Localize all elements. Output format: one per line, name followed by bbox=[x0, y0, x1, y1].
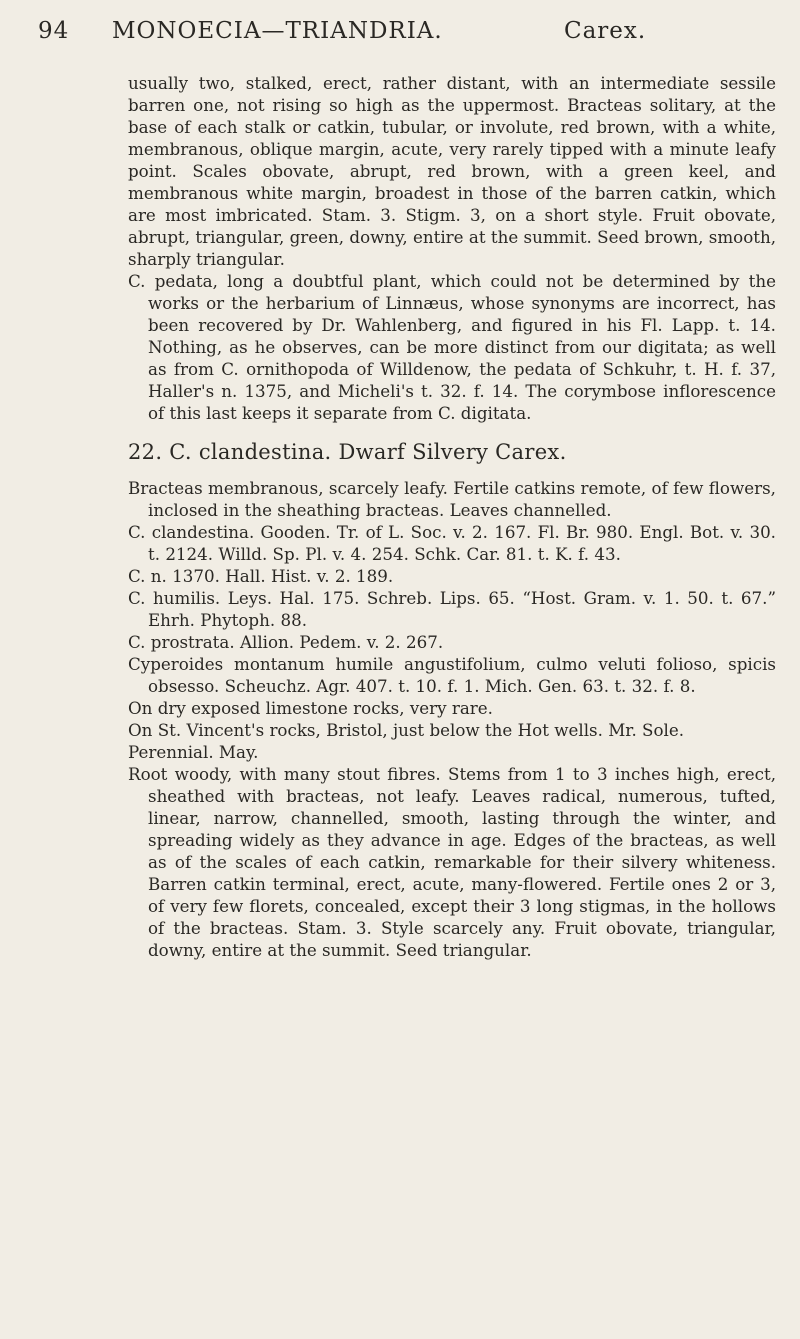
paragraph-p2: C. pedata, long a doubtful plant, which could not be determined by the works or the herbarium of Linnæus, whose synonyms are incorrect, has been recovered by Dr. Wahlenberg, and figured in his Fl. Lapp. t. 14. Nothing, as he observes, can be more distinct from our digitata; as well as from C. ornithopoda of Willdenow, the pedata of Schkuhr, t. H. f. 37, Haller's n. 1375, and Micheli's t. 32. f. 14. The corymbose inflorescence of this last keeps it separate from C. digitata. bbox=[128, 271, 776, 423]
paragraph-p11: Perennial. May. bbox=[128, 742, 259, 762]
paragraph-p3: Bracteas membranous, scarcely leafy. Fertile catkins remote, of few flowers, inclosed in the sheathing bracteas. Leaves channelled. bbox=[128, 478, 776, 520]
paragraph-p5: C. n. 1370. Hall. Hist. v. 2. 189. bbox=[128, 566, 394, 586]
page-body bbox=[128, 72, 776, 961]
paragraph-p10: On St. Vincent's rocks, Bristol, just below the Hot wells. Mr. Sole. bbox=[128, 720, 685, 740]
paragraph-p7: C. prostrata. Allion. Pedem. v. 2. 267. bbox=[128, 632, 444, 652]
paragraph-p1: usually two, stalked, erect, rather distant, with an intermediate sessile barren one, not rising so high as the uppermost. Bracteas solitary, at the base of each stalk or catkin, tubular, or involute, red brown, with a white, membranous, oblique margin, acute, very rarely tipped with a minute leafy point. Scales obovate, abrupt, red brown, with a green keel, and membranous white margin, broadest in those of the barren catkin, which are most imbricated. Stam. 3. Stigm. 3, on a short style. Fruit obovate, abrupt, triangular, green, downy, entire at the summit. Seed brown, smooth, sharply triangular. bbox=[128, 73, 776, 269]
running-header bbox=[38, 18, 760, 58]
paragraph-p6: C. humilis. Leys. Hal. 175. Schreb. Lips. 65. “Host. Gram. v. 1. 50. t. 67.” Ehrh. Phytoph. 88. bbox=[128, 588, 776, 630]
paragraph-p4: C. clandestina. Gooden. Tr. of L. Soc. v. 2. 167. Fl. Br. 980. Engl. Bot. v. 30. t. 2124. Willd. Sp. Pl. v. 4. 254. Schk. Car. 81. t. K. f. 43. bbox=[128, 522, 776, 564]
genus-name: Carex. bbox=[564, 18, 647, 44]
paragraph-p8: Cyperoides montanum humile angustifolium, culmo veluti folioso, spicis obsesso. Scheuchz. Agr. 407. t. 10. f. 1. Mich. Gen. 63. t. 32. f. 8. bbox=[128, 654, 776, 696]
species-heading: 22. C. clandestina. Dwarf Silvery Carex. bbox=[128, 440, 567, 464]
paragraph-p12: Root woody, with many stout fibres. Stems from 1 to 3 inches high, erect, sheathed with bracteas, not leafy. Leaves radical, numerous, tufted, linear, narrow, channelled, smooth, lasting through the winter, and spreading widely as they advance in age. Edges of the bracteas, as well as of the scales of each catkin, remarkable for their silvery whiteness. Barren catkin terminal, erect, acute, many-flowered. Fertile ones 2 or 3, of very few florets, concealed, except their 3 long stigmas, in the hollows of the bracteas. Stam. 3. Style scarcely any. Fruit obovate, triangular, downy, entire at the summit. Seed triangular. bbox=[128, 764, 776, 960]
paragraph-p9: On dry exposed limestone rocks, very rare. bbox=[128, 698, 493, 718]
section-title: MONOECIA—TRIANDRIA. bbox=[112, 18, 443, 44]
page-number: 94 bbox=[38, 18, 70, 44]
